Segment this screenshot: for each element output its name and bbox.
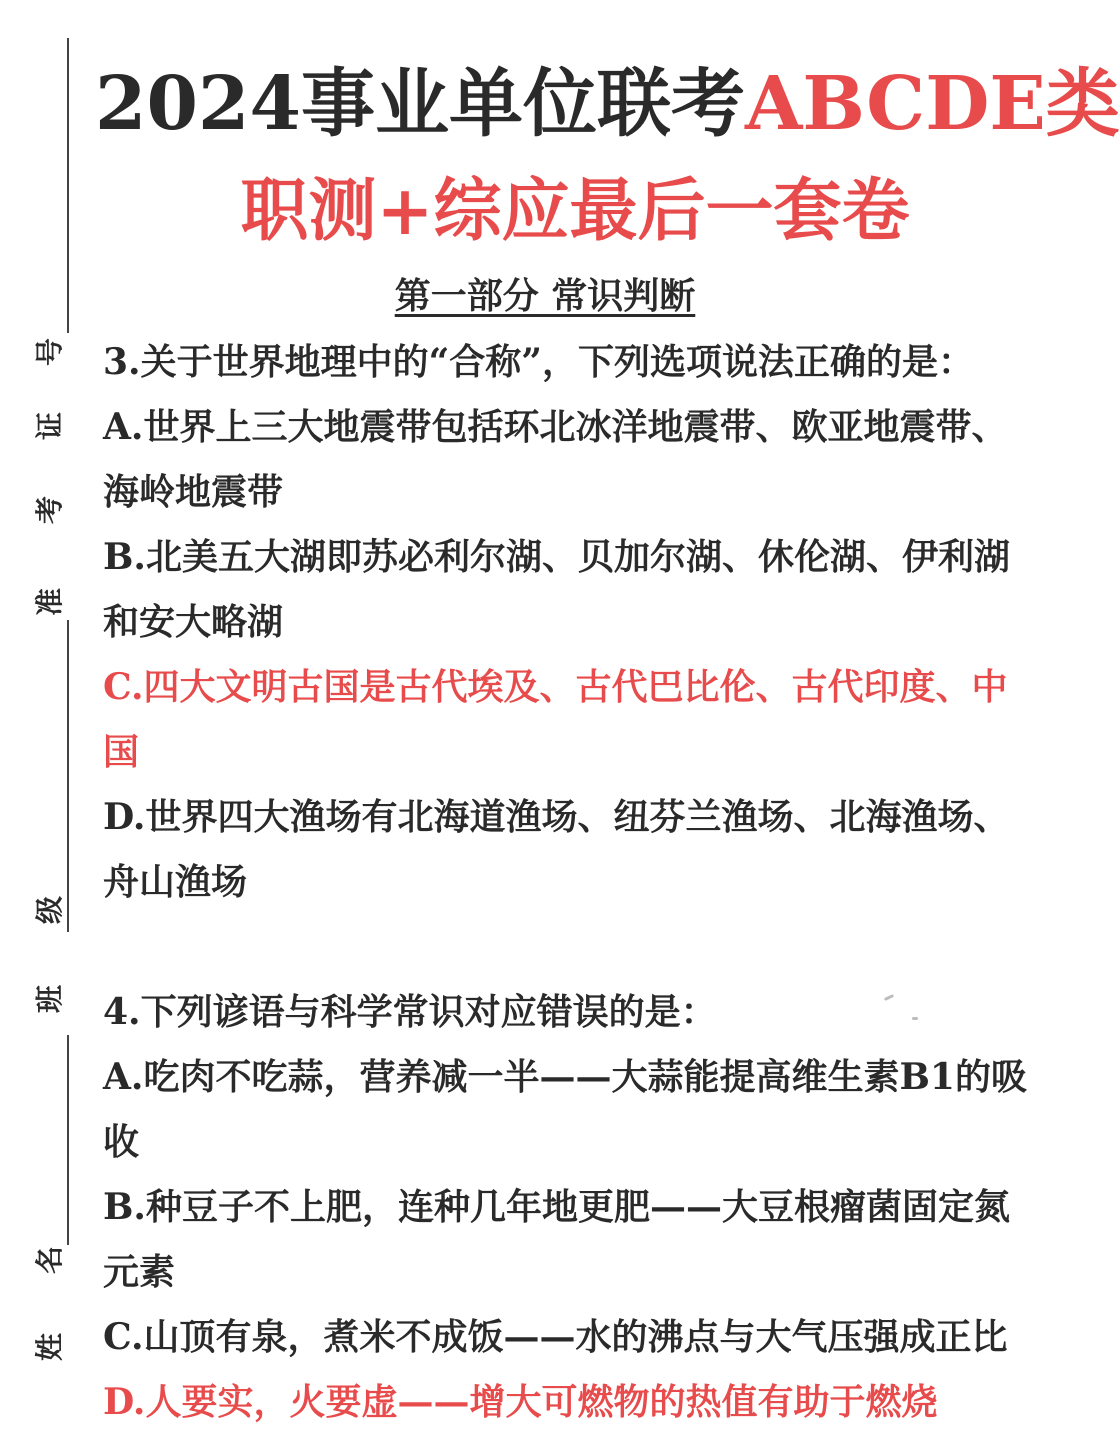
option-d: D.世界四大渔场有北海道渔场、纽芬兰渔场、北海渔场、舟山渔场 <box>103 796 1010 903</box>
option-b: B.种豆子不上肥，连种几年地更肥——大豆根瘤菌固定氮元素 <box>103 1186 1010 1293</box>
page-title-accent: ABCDE类 <box>744 61 1120 147</box>
question-3 <box>103 330 1033 915</box>
option-b: B.北美五大湖即苏必利尔湖、贝加尔湖、休伦湖、伊利湖和安大略湖 <box>103 536 1010 643</box>
margin-label-zhun: 准 <box>33 588 66 617</box>
question-stem: 4.下列谚语与科学常识对应错误的是： <box>103 991 717 1033</box>
margin-label-hao: 号 <box>33 338 66 367</box>
margin-label-kao: 考 <box>33 496 66 525</box>
binding-line-middle <box>67 620 69 932</box>
page-title <box>95 61 1120 147</box>
margin-label-ming: 名 <box>33 1246 66 1275</box>
question-4 <box>103 980 1033 1435</box>
question-content <box>103 330 1033 1435</box>
margin-label-ban: 班 <box>33 985 66 1014</box>
question-spacer <box>103 915 1033 980</box>
margin-label-zheng: 证 <box>33 412 66 441</box>
option-c: C.山顶有泉，煮米不成饭——水的沸点与大气压强成正比 <box>103 1316 1008 1358</box>
section-heading: 第一部分 常识判断 <box>394 275 696 317</box>
margin-label-xing: 姓 <box>33 1333 66 1362</box>
page-subtitle: 职测+综应最后一套卷 <box>240 171 910 251</box>
option-c-correct-answer: C.四大文明古国是古代埃及、古代巴比伦、古代印度、中国 <box>103 666 1008 773</box>
margin-label-ji: 级 <box>33 896 66 925</box>
question-stem: 3.关于世界地理中的“合称”，下列选项说法正确的是： <box>103 341 974 383</box>
paper-smudge <box>912 1017 918 1020</box>
page-title-main: 2024事业单位联考 <box>95 61 745 147</box>
option-d-correct-answer: D.人要实，火要虚——增大可燃物的热值有助于燃烧 <box>103 1381 938 1423</box>
option-a: A.世界上三大地震带包括环北冰洋地震带、欧亚地震带、海岭地震带 <box>103 406 1008 513</box>
binding-line-bottom <box>67 1035 69 1245</box>
binding-line-top <box>67 38 69 333</box>
option-a: A.吃肉不吃蒜，营养减一半——大蒜能提高维生素B1的吸收 <box>103 1056 1027 1163</box>
